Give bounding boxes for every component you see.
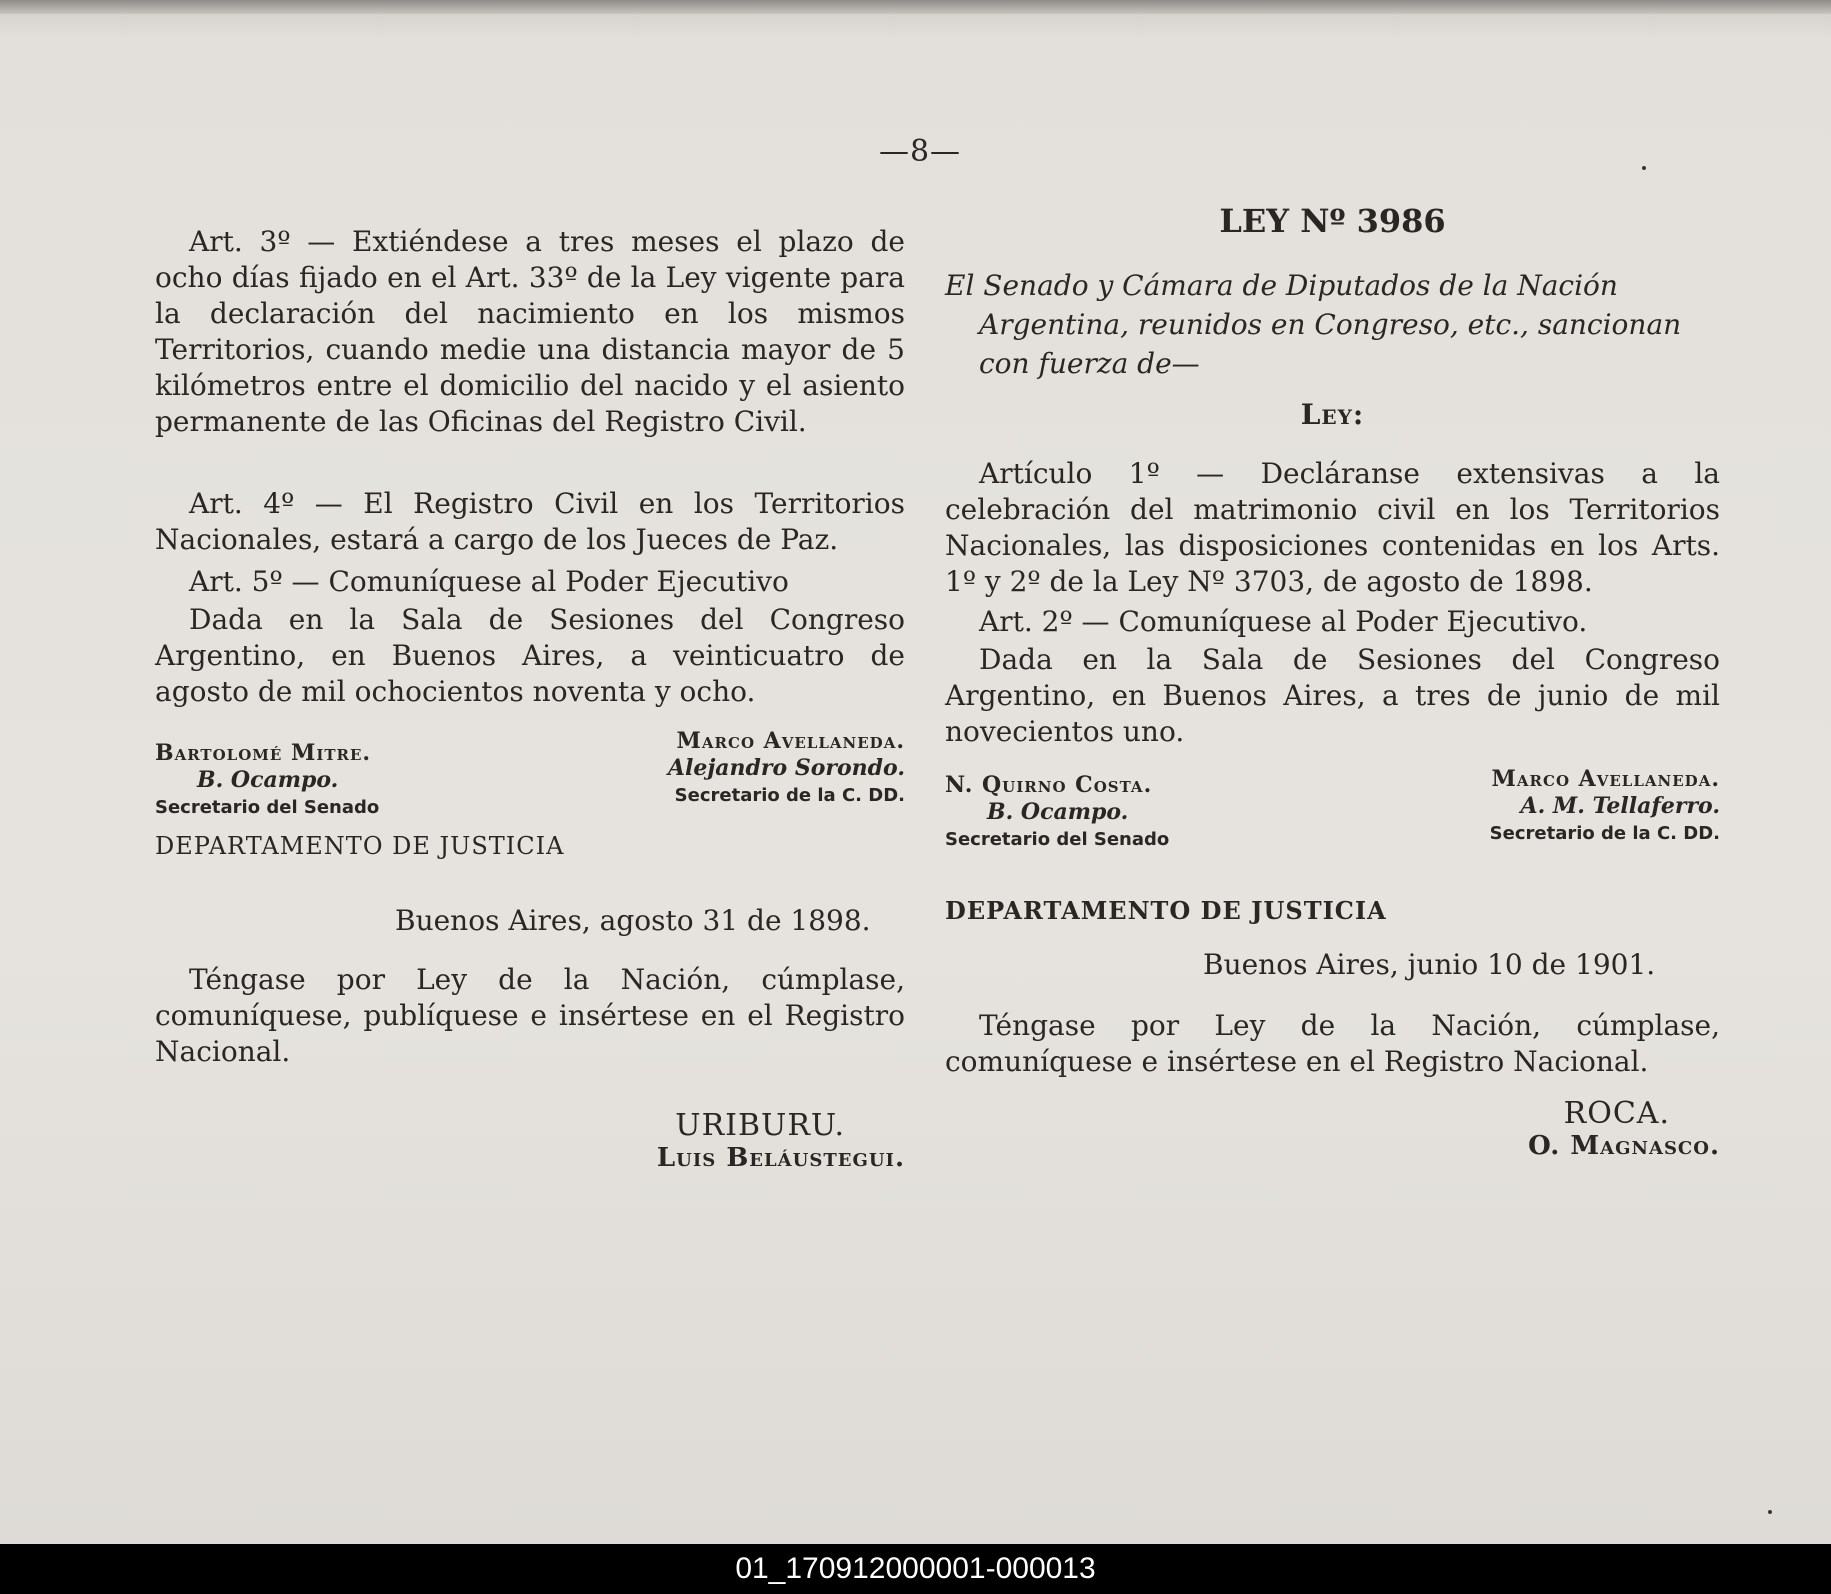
page-number: —8— bbox=[878, 134, 962, 169]
preamble bbox=[945, 266, 1720, 383]
minister-name: Luis Beláustegui. bbox=[656, 1143, 905, 1173]
left-final-signatures bbox=[555, 1108, 905, 1173]
scan-top-edge bbox=[0, 0, 1831, 14]
left-signature-chamber bbox=[555, 728, 905, 809]
left-art5: Art. 5º — Comuníquese al Poder Ejecutivo bbox=[189, 565, 789, 598]
secretary-name: B. Ocampo. bbox=[197, 767, 339, 793]
secretary-name: A. M. Tellaferro. bbox=[1520, 793, 1720, 819]
footer-document-id: 01_170912000001-000013 bbox=[735, 1552, 1096, 1585]
president-name: URIBURU. bbox=[675, 1108, 845, 1143]
left-date: Buenos Aires, agosto 31 de 1898. bbox=[395, 904, 871, 937]
law-title: LEY Nº 3986 bbox=[1219, 202, 1446, 240]
ley-heading: Ley: bbox=[1300, 398, 1365, 431]
signer-name: Marco Avellaneda. bbox=[1491, 766, 1720, 792]
scan-speck bbox=[1642, 166, 1646, 170]
left-department: DEPARTAMENTO DE JUSTICIA bbox=[155, 832, 565, 860]
secretary-name: B. Ocampo. bbox=[987, 799, 1129, 825]
left-dada: Dada en la Sala de Sesiones del Congreso Argentino, en Buenos Aires, a veinticuatro de agosto de mil ochocientos noventa y ocho. bbox=[155, 603, 905, 708]
preamble-line: El Senado y Cámara de Diputados de la Nación bbox=[945, 269, 1618, 302]
right-date: Buenos Aires, junio 10 de 1901. bbox=[1203, 948, 1656, 981]
right-signature-senate bbox=[945, 772, 1325, 853]
left-art3: Art. 3º — Extiéndese a tres meses el plazo de ocho días fijado en el Art. 33º de la Ley vigente para la declaración del nacimiento en los mismos Territorios, cuando medie una distancia mayor de 5 kilómetros entre el domicilio del nacido y el asiento permanente de las Oficinas del Registro Civil. bbox=[155, 225, 905, 438]
left-art4: Art. 4º — El Registro Civil en los Territorios Nacionales, estará a cargo de los Jueces de Paz. bbox=[155, 487, 905, 556]
left-signature-senate bbox=[155, 740, 515, 821]
preamble-line: con fuerza de— bbox=[979, 347, 1200, 380]
secretary-role: Secretario de la C. DD. bbox=[674, 785, 905, 806]
left-tengase: Téngase por Ley de la Nación, cúmplase, comuníquese, publíquese e insértese en el Registro Nacional. bbox=[155, 963, 905, 1068]
signer-name: Marco Avellaneda. bbox=[676, 728, 905, 754]
secretary-role: Secretario del Senado bbox=[155, 797, 380, 818]
right-department: DEPARTAMENTO DE JUSTICIA bbox=[945, 896, 1387, 925]
right-tengase: Téngase por Ley de la Nación, cúmplase, comuníquese e insértese en el Registro Nacional. bbox=[945, 1009, 1720, 1078]
right-signature-chamber bbox=[1365, 766, 1720, 847]
signer-name: Bartolomé Mitre. bbox=[155, 740, 372, 766]
right-final-signatures bbox=[1365, 1096, 1720, 1161]
secretary-role: Secretario del Senado bbox=[945, 829, 1170, 850]
scan-speck bbox=[1768, 1510, 1772, 1514]
right-dada: Dada en la Sala de Sesiones del Congreso Argentino, en Buenos Aires, a tres de junio de mil novecientos uno. bbox=[945, 643, 1720, 748]
secretary-role: Secretario de la C. DD. bbox=[1489, 823, 1720, 844]
secretary-name: Alejandro Sorondo. bbox=[667, 755, 905, 781]
minister-name: O. Magnasco. bbox=[1528, 1131, 1720, 1161]
preamble-line: Argentina, reunidos en Congreso, etc., sancionan bbox=[979, 308, 1682, 341]
right-art1: Artículo 1º — Decláranse extensivas a la celebración del matrimonio civil en los Territorios Nacionales, las disposiciones contenidas en los Arts. 1º y 2º de la Ley Nº 3703, de agosto de 1898. bbox=[945, 457, 1720, 598]
president-name: ROCA. bbox=[1563, 1096, 1670, 1131]
signer-name: N. Quirno Costa. bbox=[945, 772, 1153, 798]
right-art2: Art. 2º — Comuníquese al Poder Ejecutivo. bbox=[979, 605, 1588, 638]
